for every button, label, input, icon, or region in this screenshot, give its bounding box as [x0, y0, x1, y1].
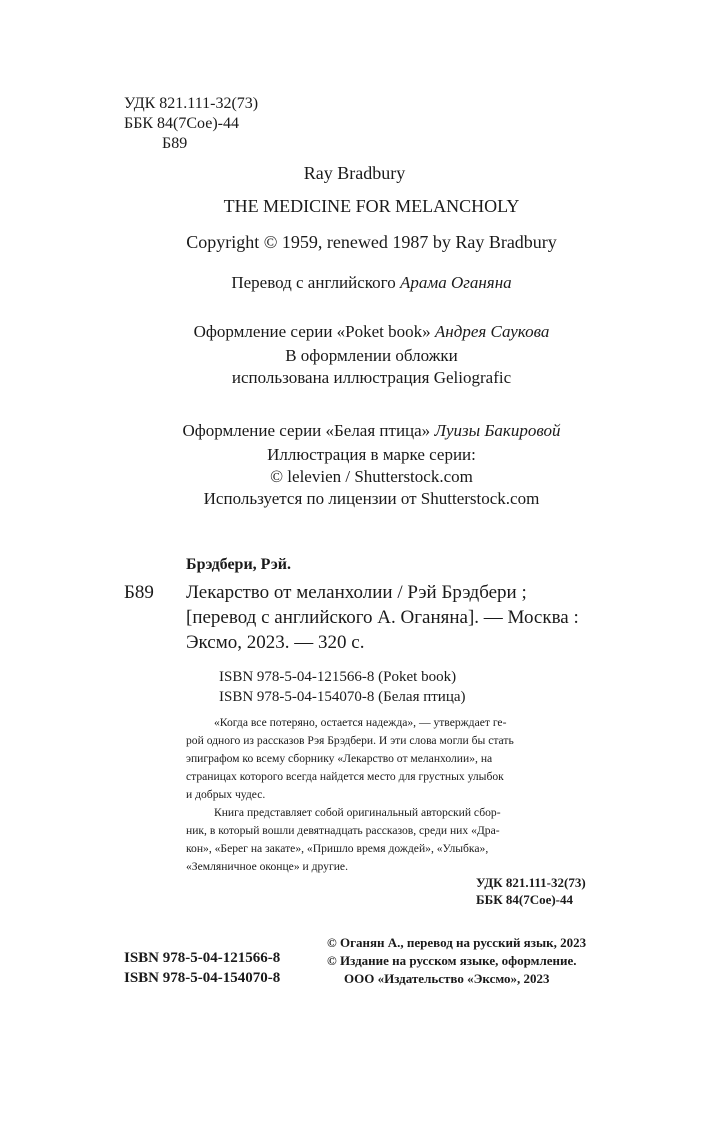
annotation-line: ник, в который вошли девятнадцать рассказов, среди них «Дра- [186, 824, 500, 837]
copyright-line: © Издание на русском языке, оформление. [327, 953, 577, 968]
translator-name: Арама Оганяна [399, 273, 512, 292]
bottom-codes [476, 874, 586, 908]
cover-note-line: использована иллюстрация Geliografic [231, 368, 512, 387]
annotation-line: Книга представляет собой оригинальный авторский сбор- [214, 806, 501, 819]
annotation-line: и добрых чудес. [186, 788, 266, 801]
annotation-line: «Когда все потеряно, остается надежда», — утверждает ге- [214, 716, 507, 729]
original-author: Ray Bradbury [303, 163, 406, 183]
poket-design-prefix: Оформление серии «Poket book» [193, 322, 431, 341]
original-title: THE MEDICINE FOR MELANCHOLY [223, 196, 520, 216]
white-bird-design-prefix: Оформление серии «Белая птица» [182, 421, 431, 440]
copyright-block [327, 934, 586, 988]
illustration-note-line: © lelevien / Shutterstock.com [270, 467, 473, 486]
catalog-line: [перевод с английского А. Оганяна]. — Москва : [186, 607, 579, 628]
annotation-line: кон», «Берег на закате», «Пришло время дождей», «Улыбка», [186, 842, 489, 855]
isbn-line: ISBN 978-5-04-121566-8 (Poket book) [219, 669, 457, 685]
series-mark-illustration-note [0, 444, 709, 510]
white-bird-designer-name: Луизы Бакировой [434, 421, 561, 440]
annotation-line: «Земляничное оконце» и другие. [186, 860, 348, 873]
catalog-heading: Брэдбери, Рэй. [186, 556, 291, 573]
illustration-note-line: Иллюстрация в марке серии: [267, 445, 476, 464]
translation-credit [0, 272, 709, 294]
isbn-block [124, 948, 280, 988]
udk-code: УДК 821.111-32(73) [124, 95, 259, 112]
top-codes [124, 94, 258, 154]
annotation-line: эпиграфом ко всему сборнику «Лекарство от меланхолии», на [186, 752, 493, 765]
udk-code-bottom: УДК 821.111-32(73) [476, 875, 586, 890]
bbk-code: ББК 84(7Сое)-44 [124, 115, 239, 132]
translation-prefix: Перевод с английского [231, 273, 396, 292]
poket-designer-name: Андрея Саукова [434, 322, 550, 341]
bbk-code-bottom: ББК 84(7Сое)-44 [476, 892, 574, 907]
catalog-line: Эксмо, 2023. — 320 с. [186, 632, 365, 653]
annotation-line: страницах которого всегда найдется место для грустных улыбок [186, 770, 504, 783]
cover-illustration-note [0, 345, 709, 389]
illustration-note-line: Используется по лицензии от Shutterstock.com [203, 489, 540, 508]
copyright-line: © Оганян А., перевод на русский язык, 2023 [327, 935, 587, 950]
annotation-line: рой одного из рассказов Рэя Брэдбери. И эти слова могли бы стать [186, 734, 514, 747]
isbn-bottom-line: ISBN 978-5-04-121566-8 [124, 950, 281, 966]
white-bird-series-design [0, 420, 709, 442]
catalog-description [186, 580, 622, 655]
catalog-line: Лекарство от меланхолии / Рэй Брэдбери ; [186, 582, 527, 603]
copyright-line: ООО «Издательство «Эксмо», 2023 [344, 971, 550, 986]
cover-note-line: В оформлении обложки [285, 346, 458, 365]
isbn-line: ISBN 978-5-04-154070-8 (Белая птица) [219, 689, 466, 705]
catalog-isbn-list [219, 667, 466, 707]
isbn-bottom-line: ISBN 978-5-04-154070-8 [124, 970, 281, 986]
poket-series-design [0, 321, 709, 343]
annotation [186, 714, 622, 876]
author-mark: Б89 [162, 135, 188, 152]
original-copyright: Copyright © 1959, renewed 1987 by Ray Bradbury [186, 232, 557, 252]
catalog-mark: Б89 [124, 582, 154, 603]
